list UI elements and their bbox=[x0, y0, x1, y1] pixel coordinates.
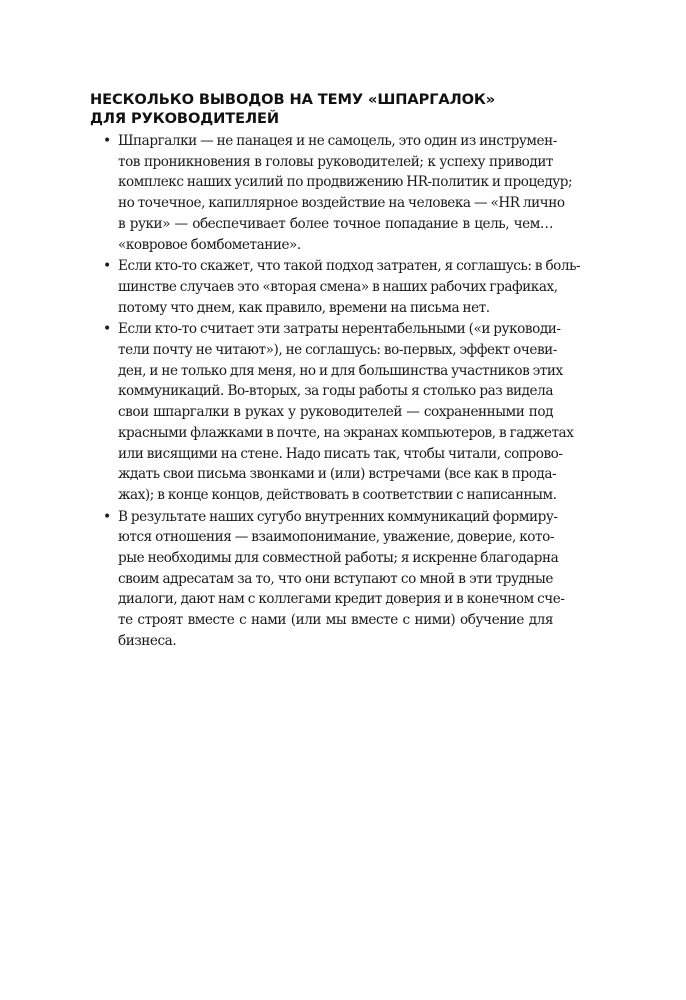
conclusions-list bbox=[90, 131, 581, 652]
text-line: Шпаргалки — не панацея и не самоцель, это один из инструмен- bbox=[118, 133, 557, 149]
section-heading-line-2: ДЛЯ РУКОВОДИТЕЛЕЙ bbox=[90, 110, 279, 127]
bullet-icon: • bbox=[103, 133, 112, 149]
text-line: красными флажками в почте, на экранах компьютеров, в гаджетах bbox=[118, 424, 574, 441]
text-line: рые необходимы для совместной работы; я искренне благодарна bbox=[118, 550, 559, 567]
list-item bbox=[90, 131, 573, 255]
text-line: тов проникновения в головы руководителей; к успеху приводит bbox=[118, 153, 553, 170]
bullet-icon: • bbox=[103, 508, 112, 525]
text-line: Если кто-то скажет, что такой подход затратен, я соглашусь: в боль- bbox=[118, 258, 581, 275]
list-item bbox=[90, 319, 574, 505]
section-heading bbox=[90, 90, 553, 128]
text-line: ден, и не только для меня, но и для большинства участников этих bbox=[118, 362, 563, 379]
text-line: потому что днем, как правило, времени на письма нет. bbox=[118, 299, 490, 316]
text-line: свои шпаргалки в руках у руководителей — сохраненными под bbox=[118, 404, 553, 421]
list-item bbox=[90, 507, 565, 652]
text-line: шинстве случаев это «вторая смена» в наших рабочих графиках, bbox=[118, 278, 558, 295]
text-line: бизнеса. bbox=[118, 632, 177, 649]
text-line: коммуникаций. Во-вторых, за годы работы я столько раз видела bbox=[118, 383, 553, 400]
section-heading-line-1: НЕСКОЛЬКО ВЫВОДОВ НА ТЕМУ «ШПАРГАЛОК» bbox=[90, 91, 496, 108]
text-line: своим адресатам за то, что они вступают со мной в эти трудные bbox=[118, 570, 553, 587]
text-line: в руки» — обеспечивает более точное попадание в цель, чем… bbox=[118, 215, 553, 232]
text-line: диалоги, дают нам с коллегами кредит доверия и в конечном сче- bbox=[118, 591, 565, 608]
bullet-icon: • bbox=[103, 258, 112, 275]
text-line: ются отношения — взаимопонимание, уважение, доверие, кото- bbox=[118, 529, 554, 546]
text-line: В результате наших сугубо внутренних коммуникаций формиру- bbox=[118, 508, 558, 525]
document-page bbox=[90, 90, 581, 653]
text-line: комплекс наших усилий по продвижению HR-политик и процедур; bbox=[118, 174, 573, 191]
text-line: Если кто-то считает эти затраты нерентабельными («и руководи- bbox=[118, 321, 561, 338]
bullet-icon: • bbox=[103, 321, 112, 338]
text-line: тели почту не читают»), не соглашусь: во-первых, эффект очеви- bbox=[118, 342, 557, 359]
text-line: «ковровое бомбометание». bbox=[118, 236, 301, 253]
text-line: жах); в конце концов, действовать в соответствии с написанным. bbox=[118, 486, 557, 503]
text-line: ждать свои письма звонками и (или) встречами (все как в прода- bbox=[118, 466, 557, 483]
list-item bbox=[90, 256, 581, 318]
text-line: или висящими на стене. Надо писать так, чтобы читали, сопрово- bbox=[118, 445, 563, 462]
text-line: но точечное, капиллярное воздействие на человека — «HR лично bbox=[118, 195, 565, 212]
text-line: те строят вместе с нами (или мы вместе с ними) обучение для bbox=[118, 612, 553, 629]
